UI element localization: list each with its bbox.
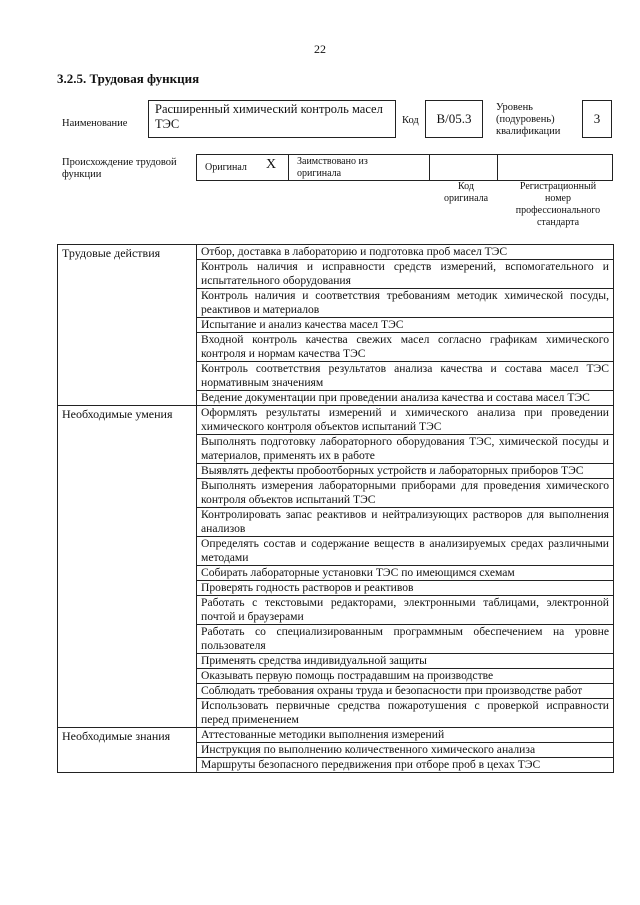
registration-caption-line2: номер (545, 193, 571, 204)
section-item: Оказывать первую помощь пострадавшим на производстве (197, 669, 614, 684)
section-item: Маршруты безопасного передвижения при отборе проб в цехах ТЭС (197, 758, 614, 773)
section-item: Инструкция по выполнению количественного химического анализа (197, 743, 614, 758)
code-caption (432, 181, 500, 205)
section-item: Испытание и анализ качества масел ТЭС (197, 318, 614, 333)
registration-caption (503, 181, 613, 229)
origin-label (62, 157, 177, 181)
registration-caption-line1: Регистрационный (519, 181, 597, 192)
section-item: Использовать первичные средства пожаротушения с проверкой исправности перед применением (197, 699, 614, 728)
section-item: Контроль наличия и исправности средств измерений, вспомогательного и испытательного оборудования (197, 260, 614, 289)
level-field: 3 (582, 100, 612, 138)
code-caption-line2: оригинала (443, 193, 489, 204)
section-item: Оформлять результаты измерений и химического анализа при проведении химического контроля объектов испытаний ТЭС (197, 406, 614, 435)
registration-number-cell (498, 155, 612, 180)
name-field (148, 100, 396, 138)
borrowed-label-line1: Заимствовано из (297, 156, 368, 167)
borrowed-label-line2: оригинала (297, 168, 342, 179)
borrowed-label (297, 156, 368, 180)
section-item: Выполнять измерения лабораторными приборами для проведения химического контроля объектов испытаний ТЭС (197, 479, 614, 508)
origin-label-line2: функции (62, 169, 102, 180)
section-item: Аттестованные методики выполнения измерений (197, 728, 614, 743)
section-item: Применять средства индивидуальной защиты (197, 654, 614, 669)
origin-label-line1: Происхождение трудовой (62, 157, 177, 168)
level-label-line1: Уровень (496, 102, 533, 113)
registration-caption-line4: стандарта (536, 217, 580, 228)
section-item: Собирать лабораторные установки ТЭС по имеющимся схемам (197, 566, 614, 581)
code-caption-line1: Код (458, 181, 474, 192)
code-label: Код (402, 115, 419, 126)
section-title: 3.2.5. Трудовая функция (57, 71, 200, 86)
original-label: Оригинал (205, 162, 247, 173)
section-item: Ведение документации при проведении анализа качества и состава масел ТЭС (197, 391, 614, 406)
origin-row (196, 154, 613, 181)
borrowed-cell (289, 155, 430, 180)
code-field: B/05.3 (425, 100, 483, 138)
original-cell (197, 155, 289, 180)
section-item: Определять состав и содержание веществ в анализируемых средах различными методами (197, 537, 614, 566)
original-mark: X (266, 157, 277, 172)
name-value-line1: Расширенный химический контроль масел (155, 102, 383, 116)
section-item: Работать со специализированным программным обеспечением на уровне пользователя (197, 625, 614, 654)
section-item: Контроль наличия и соответствия требованиям методик химической посуды, реактивов и материалов (197, 289, 614, 318)
section-item: Выполнять подготовку лабораторного оборудования ТЭС, химической посуды и материалов, применять их в работе (197, 435, 614, 464)
level-label (496, 102, 560, 138)
level-label-line3: квалификации (496, 126, 561, 137)
section-item: Контроль соответствия результатов анализа качества и состава масел ТЭС нормативным значениям (197, 362, 614, 391)
section-item: Отбор, доставка в лабораторию и подготовка проб масел ТЭС (197, 245, 614, 260)
function-table (57, 244, 614, 773)
table-row (58, 245, 614, 260)
section-category: Необходимые умения (58, 406, 197, 728)
table-row (58, 728, 614, 743)
section-category: Необходимые знания (58, 728, 197, 773)
registration-caption-line3: профессионального (515, 205, 601, 216)
name-label: Наименование (62, 118, 128, 129)
page-number: 22 (314, 42, 326, 56)
original-code-cell (430, 155, 498, 180)
section-item: Работать с текстовыми редакторами, электронными таблицами, электронной почтой и браузерами (197, 596, 614, 625)
section-item: Выявлять дефекты пробоотборных устройств и лабораторных приборов ТЭС (197, 464, 614, 479)
section-category: Трудовые действия (58, 245, 197, 406)
table-row (58, 406, 614, 435)
section-item: Проверять годность растворов и реактивов (197, 581, 614, 596)
name-value-line2: ТЭС (155, 117, 180, 131)
section-item: Входной контроль качества свежих масел согласно графикам химического контроля и нормам качества ТЭС (197, 333, 614, 362)
section-item: Контролировать запас реактивов и нейтрализующих растворов для выполнения анализов (197, 508, 614, 537)
level-label-line2: (подуровень) (496, 114, 555, 125)
section-item: Соблюдать требования охраны труда и безопасности при производстве работ (197, 684, 614, 699)
